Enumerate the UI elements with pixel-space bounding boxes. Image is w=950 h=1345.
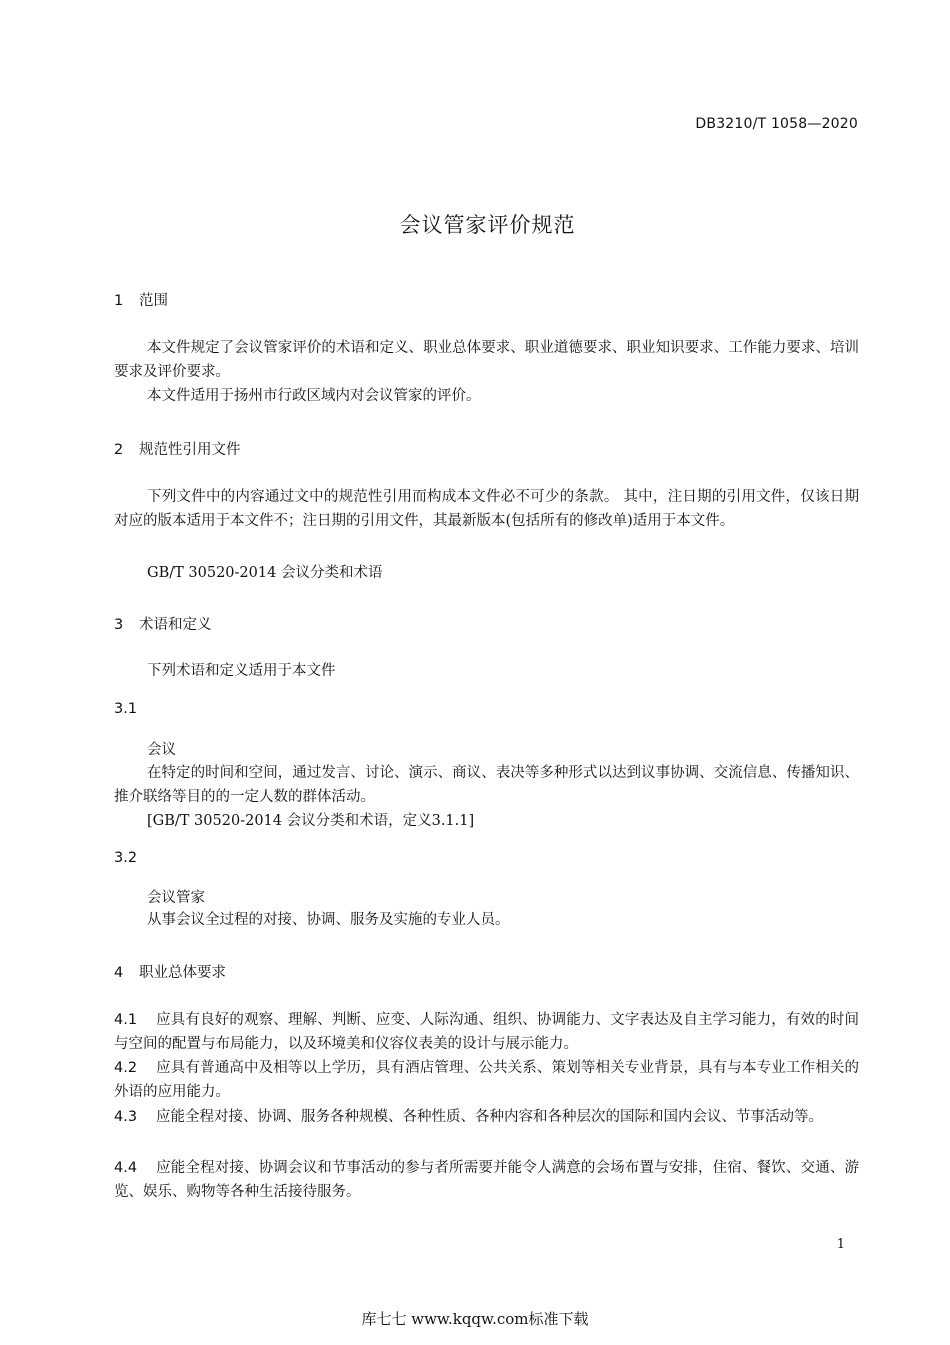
page-number: 1 (836, 1237, 845, 1252)
section-title: 规范性引用文件 (139, 442, 241, 458)
term-3-2-definition: 从事会议全过程的对接、协调、服务及实施的专业人员。 (147, 912, 510, 928)
clause-4-4 (114, 1156, 859, 1204)
clause-number: 4.1 (114, 1012, 138, 1028)
clause-number: 4.2 (114, 1060, 138, 1076)
normative-reference: GB/T 30520-2014 会议分类和术语 (147, 565, 383, 581)
clause-text: 应具有普通高中及相等以上学历，具有酒店管理、公共关系、策划等相关专业背景，具有与本专业工作相关的外语的应用能力。 (114, 1060, 859, 1100)
section-number: 4 (114, 965, 124, 981)
section-title: 职业总体要求 (139, 965, 226, 981)
term-3-2-name: 会议管家 (147, 890, 205, 906)
term-3-1-number: 3.1 (114, 701, 138, 717)
clause-text: 应具有良好的观察、理解、判断、应变、人际沟通、组织、协调能力、文字表达及自主学习能力，有效的时间与空间的配置与布局能力，以及环境美和仪容仪表美的设计与展示能力。 (114, 1012, 859, 1052)
document-code: DB3210/T 1058—2020 (695, 116, 858, 132)
clause-number: 4.4 (114, 1160, 138, 1176)
section-number: 1 (114, 293, 124, 309)
term-3-1-definition: 在特定的时间和空间，通过发言、讨论、演示、商议、表决等多种形式以达到议事协调、交流信息、传播知识、推介联络等目的的一定人数的群体活动。 (114, 765, 859, 805)
section-title: 术语和定义 (139, 617, 212, 633)
section-number: 2 (114, 442, 124, 458)
section-2-paragraph: 下列文件中的内容通过文中的规范性引用而构成本文件必不可少的条款。 其中，注日期的引用文件，仅该日期对应的版本适用于本文件不；注日期的引用文件，其最新版本(包括所有的修改单)适用于本文件。 (114, 489, 859, 529)
clause-text: 应能全程对接、协调会议和节事活动的参与者所需要并能令人满意的会场布置与安排，住宿、餐饮、交通、游览、娱乐、购物等各种生活接待服务。 (114, 1160, 859, 1200)
section-title: 范围 (139, 293, 168, 309)
section-2-heading (114, 438, 241, 459)
clause-4-3 (114, 1105, 859, 1129)
section-3-heading (114, 613, 212, 634)
section-1-heading (114, 289, 168, 310)
section-4-heading (114, 961, 226, 982)
term-3-1-source: [GB/T 30520-2014 会议分类和术语，定义3.1.1] (147, 813, 475, 829)
footer-watermark: 库七七 www.kqqw.com标准下载 (361, 1310, 589, 1328)
clause-4-2 (114, 1056, 859, 1104)
clause-4-1 (114, 1008, 859, 1056)
section-1-paragraph-1: 本文件规定了会议管家评价的术语和定义、职业总体要求、职业道德要求、职业知识要求、工作能力要求、培训要求及评价要求。 (114, 340, 859, 380)
section-3-intro: 下列术语和定义适用于本文件 (147, 663, 336, 679)
section-1-paragraph-2: 本文件适用于扬州市行政区域内对会议管家的评价。 (147, 388, 481, 404)
clause-text: 应能全程对接、协调、服务各种规模、各种性质、各种内容和各种层次的国际和国内会议、节事活动等。 (156, 1109, 823, 1125)
term-3-2-number: 3.2 (114, 850, 138, 866)
term-3-1-name: 会议 (147, 742, 176, 758)
section-number: 3 (114, 617, 124, 633)
clause-number: 4.3 (114, 1109, 138, 1125)
document-title: 会议管家评价规范 (399, 213, 576, 237)
